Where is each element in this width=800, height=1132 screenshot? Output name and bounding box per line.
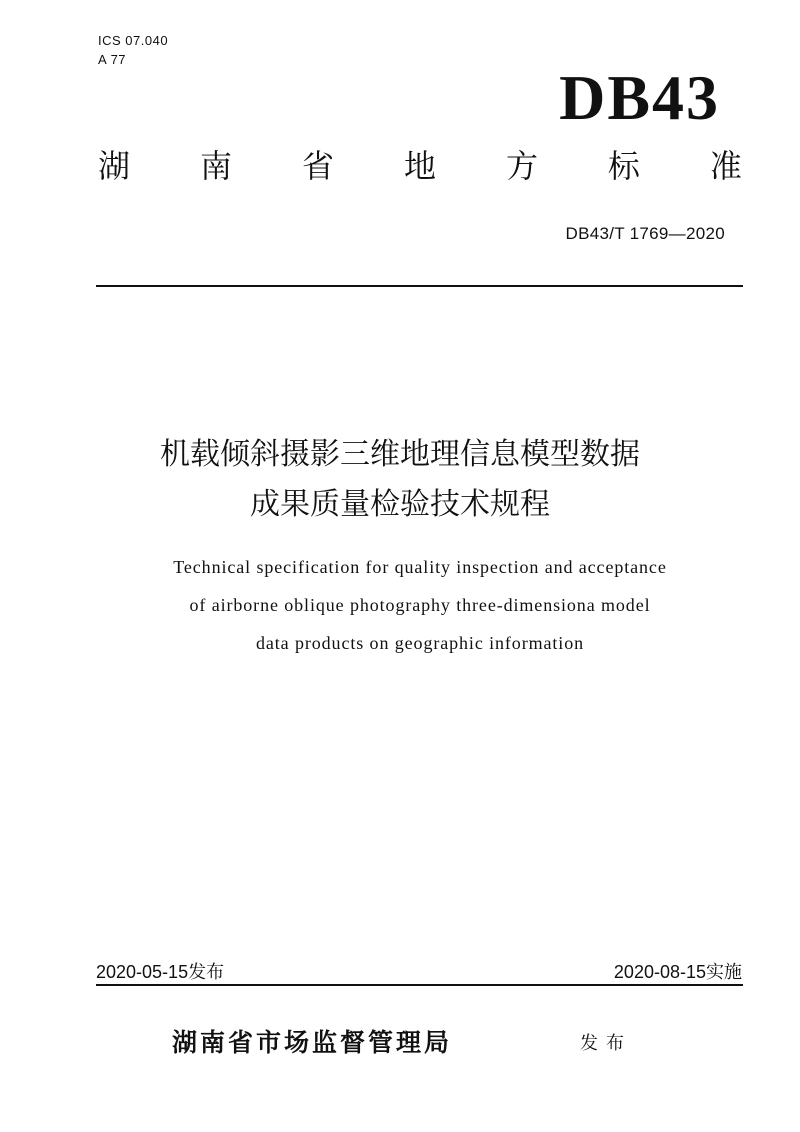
standard-type-title	[98, 147, 742, 185]
issue-date: 2020-05-15发布	[96, 962, 225, 982]
standard-type-char: 准	[709, 147, 742, 185]
standard-type-char: 方	[505, 147, 538, 185]
ccs-code: A 77	[98, 52, 127, 67]
english-title-line-2: of airborne oblique photography three-dimensiona model	[189, 595, 651, 615]
english-title-line-1: Technical specification for quality inspection and acceptance	[173, 557, 667, 577]
chinese-title-line-2: 成果质量检验技术规程	[250, 487, 550, 522]
standard-type-char: 标	[607, 147, 640, 185]
top-divider	[96, 285, 743, 287]
chinese-title-line-1: 机载倾斜摄影三维地理信息模型数据	[160, 437, 640, 472]
bottom-divider	[96, 984, 743, 986]
standard-type-char: 地	[403, 147, 436, 185]
publish-label: 发布	[580, 1033, 632, 1054]
standard-number: DB43/T 1769—2020	[565, 224, 725, 243]
publisher-name: 湖南省市场监督管理局	[172, 1028, 453, 1057]
standard-type-char: 湖	[98, 147, 131, 185]
ics-code: ICS 07.040	[98, 33, 169, 48]
standard-type-char: 南	[199, 147, 232, 185]
standard-type-char: 省	[301, 147, 334, 185]
english-title-line-3: data products on geographic information	[255, 633, 584, 653]
standard-prefix: DB43	[559, 62, 720, 133]
implementation-date: 2020-08-15实施	[613, 962, 742, 982]
